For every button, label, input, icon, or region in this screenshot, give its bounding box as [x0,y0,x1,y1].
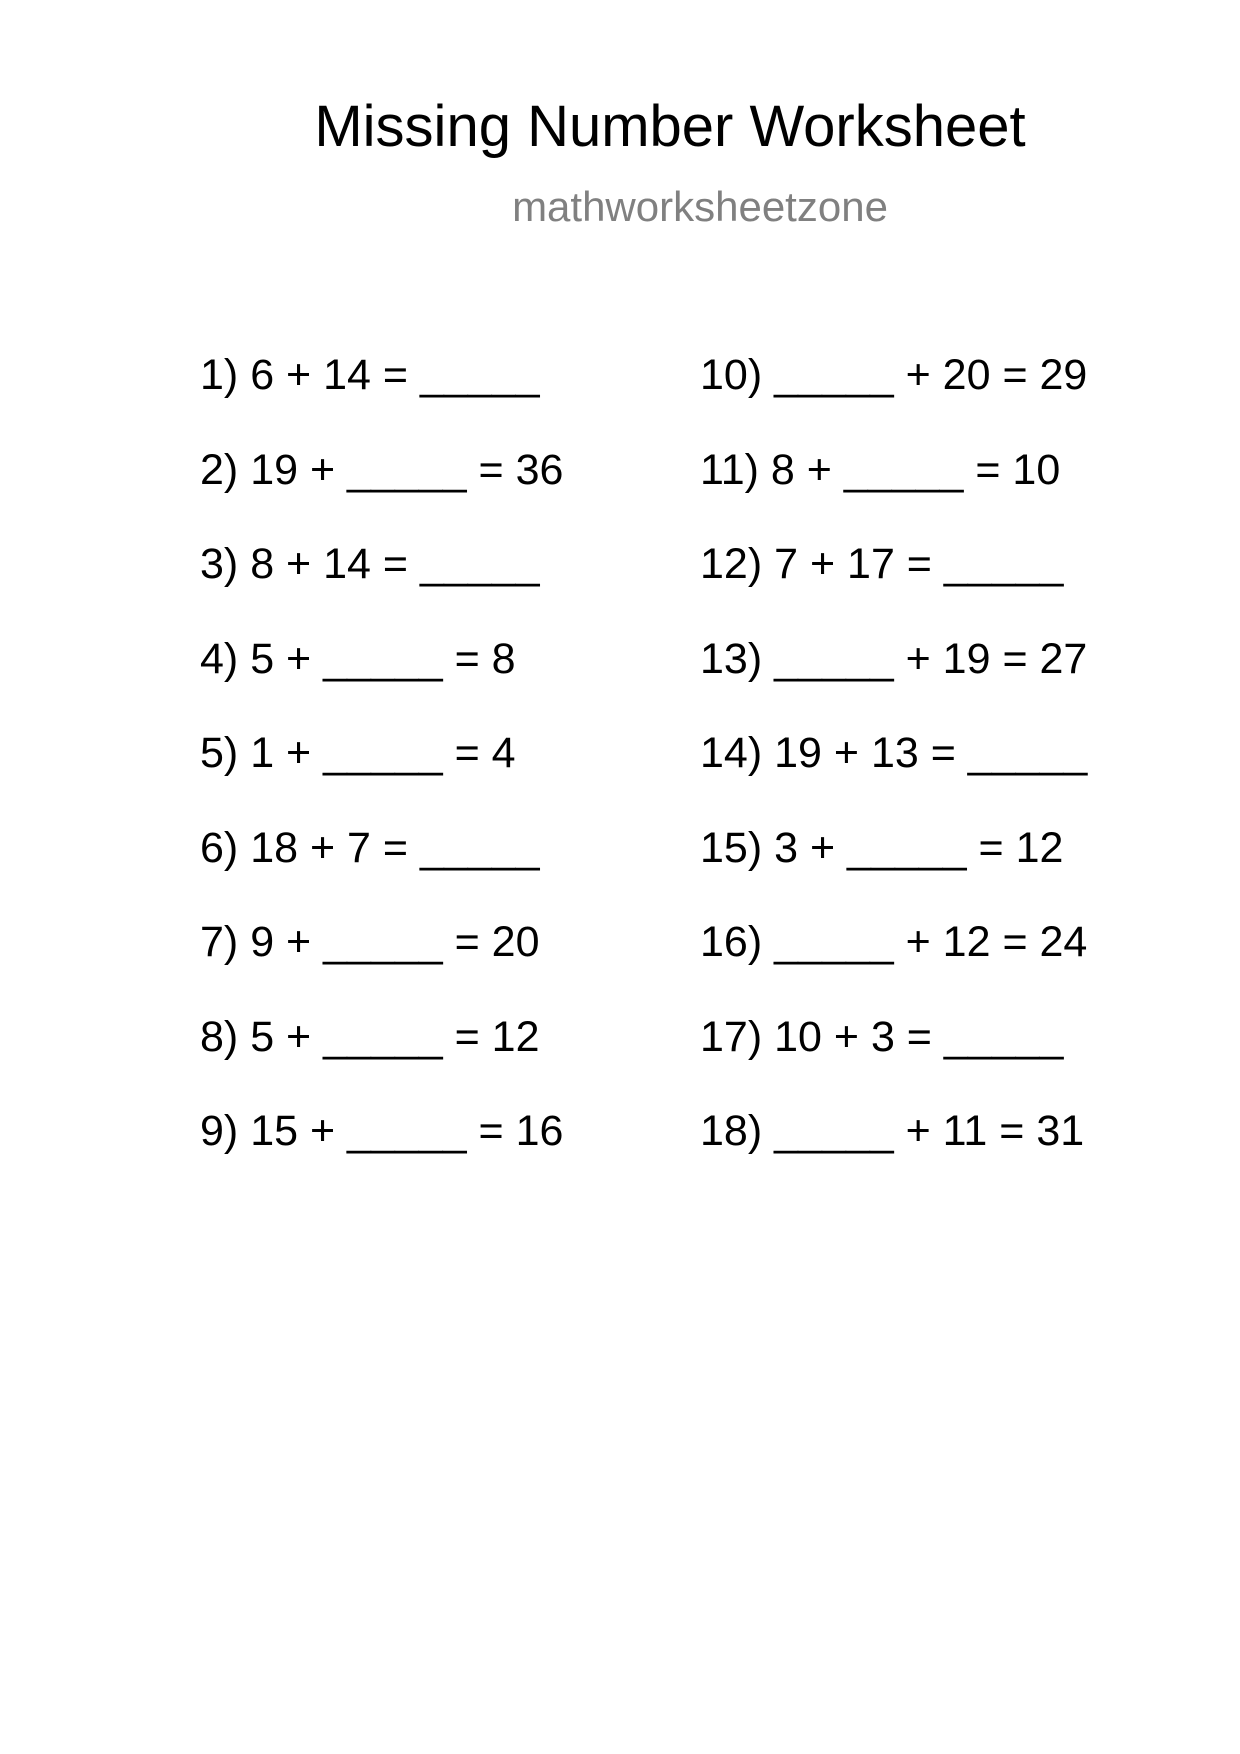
problem-number: 5) [200,729,239,777]
problem-16 [700,917,1087,1012]
problem-number: 14) [700,729,763,777]
problem-6 [200,823,563,918]
problem-number: 2) [200,445,239,494]
problem-7 [200,917,563,1012]
problem-equation: 8 + _____ = 10 [770,445,1061,494]
problem-equation: _____ + 19 = 27 [774,634,1088,683]
problem-13 [700,634,1087,729]
problem-number: 3) [200,540,239,588]
problem-equation: _____ + 11 = 31 [774,1107,1085,1155]
problem-equation: 18 + 7 = _____ [250,823,540,872]
problem-number: 15) [700,823,763,872]
problem-9 [200,1106,563,1201]
problem-number: 16) [700,918,763,966]
problem-equation: 15 + _____ = 16 [250,1107,564,1155]
problem-equation: 5 + _____ = 8 [250,634,516,683]
problem-equation: 19 + _____ = 36 [250,445,564,494]
problems-right-column [700,350,1087,1201]
problem-number: 10) [700,351,763,399]
problem-14 [700,728,1087,823]
worksheet-source: mathworksheetzone [512,183,888,230]
problem-15 [700,823,1087,918]
problem-5 [200,728,563,823]
problem-number: 4) [200,634,239,683]
problem-3 [200,539,563,634]
problems-left-column [200,350,563,1201]
problem-equation: 5 + _____ = 12 [250,1012,540,1061]
problem-number: 7) [200,918,239,966]
problem-number: 6) [200,823,239,872]
problem-12 [700,539,1087,634]
problem-equation: 9 + _____ = 20 [250,918,540,966]
problem-equation: _____ + 20 = 29 [774,351,1088,399]
problem-equation: 3 + _____ = 12 [774,823,1064,872]
problem-4 [200,634,563,729]
problem-equation: 1 + _____ = 4 [250,729,516,777]
problem-equation: _____ + 12 = 24 [774,918,1088,966]
problem-equation: 10 + 3 = _____ [774,1012,1064,1061]
problem-18 [700,1106,1087,1201]
problem-number: 17) [700,1012,763,1061]
problem-equation: 8 + 14 = _____ [250,540,540,588]
problem-number: 13) [700,634,763,683]
problem-8 [200,1012,563,1107]
problem-number: 18) [700,1107,763,1155]
problem-equation: 19 + 13 = _____ [774,729,1088,777]
problem-2 [200,445,563,540]
problem-number: 12) [700,540,763,588]
problem-17 [700,1012,1087,1107]
problem-number: 9) [200,1107,239,1155]
worksheet-title: Missing Number Worksheet [314,94,1026,159]
problem-1 [200,350,563,445]
problem-number: 11) [700,445,759,494]
problem-11 [700,445,1087,540]
problem-equation: 6 + 14 = _____ [250,351,540,399]
problem-equation: 7 + 17 = _____ [774,540,1064,588]
problem-10 [700,350,1087,445]
problem-number: 8) [200,1012,239,1061]
problem-number: 1) [200,351,239,399]
